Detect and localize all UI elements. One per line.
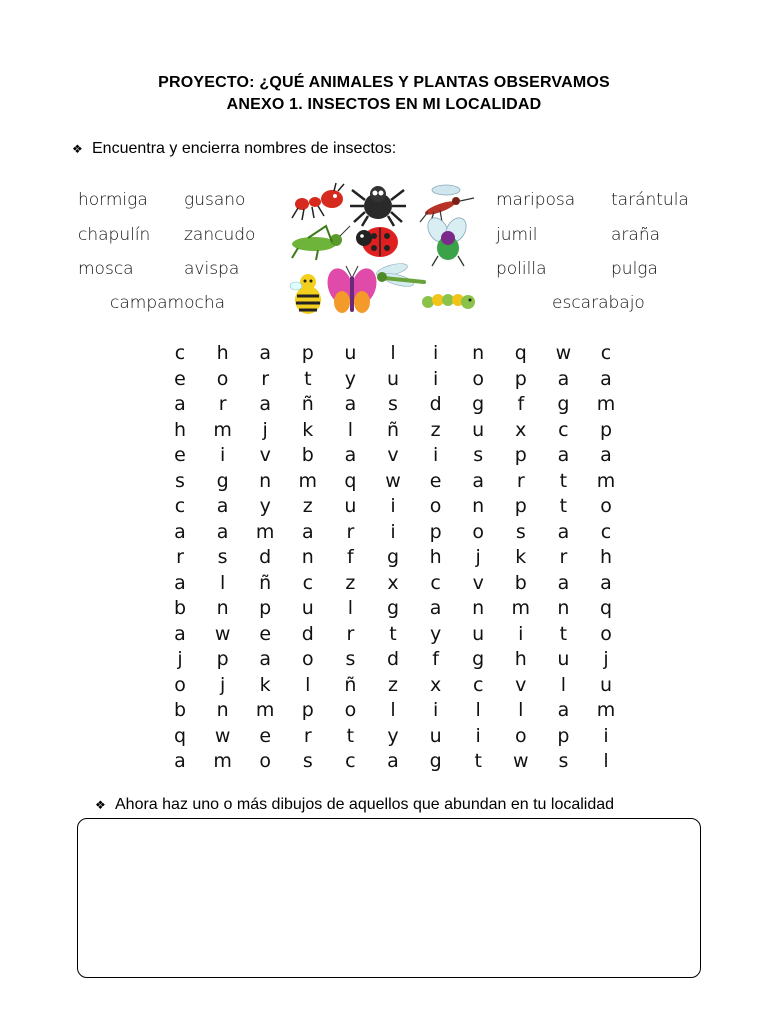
word-bank-item: campamocha (110, 293, 226, 313)
grid-letter[interactable]: c (174, 342, 186, 364)
grid-letter[interactable]: u (429, 724, 442, 747)
grid-letter[interactable]: n (472, 597, 485, 619)
grid-letter[interactable]: w (555, 342, 572, 364)
grid-letter[interactable]: t (559, 469, 568, 492)
grid-letter[interactable]: q (599, 597, 613, 619)
grid-letter[interactable]: k (302, 418, 314, 441)
grid-letter[interactable]: z (302, 495, 313, 517)
grid-letter[interactable]: s (515, 520, 526, 543)
grid-letter[interactable]: e (174, 444, 186, 466)
grid-letter[interactable]: j (262, 418, 268, 441)
grid-letter[interactable]: z (388, 673, 398, 696)
grid-letter[interactable]: r (516, 469, 525, 492)
grid-letter[interactable]: g (429, 750, 442, 772)
grid-letter[interactable]: i (432, 342, 439, 364)
grid-letter[interactable]: y (259, 495, 271, 517)
grid-letter[interactable]: t (389, 622, 397, 645)
grid-letter[interactable]: o (344, 699, 357, 721)
grid-letter[interactable]: l (347, 597, 354, 619)
grid-letter[interactable]: m (511, 597, 531, 619)
grid-letter[interactable]: o (472, 367, 484, 390)
diamond-bullet-icon: ❖ (95, 798, 106, 812)
drawing-area-box[interactable] (77, 818, 701, 978)
grid-letter[interactable]: s (388, 393, 398, 415)
grid-letter[interactable]: g (472, 648, 485, 670)
grid-letter[interactable]: ñ (259, 571, 272, 594)
grid-letter[interactable]: a (600, 367, 612, 390)
grid-letter[interactable]: o (429, 495, 442, 517)
instruction-find-words (72, 140, 396, 158)
grid-letter[interactable]: w (214, 622, 231, 645)
grid-letter[interactable]: o (174, 673, 186, 696)
grid-letter[interactable]: l (603, 750, 609, 772)
grid-letter[interactable]: g (557, 393, 570, 415)
grid-letter[interactable]: s (175, 469, 185, 492)
ant-icon (292, 183, 344, 220)
word-bank-item: hormiga (78, 190, 148, 210)
grid-letter[interactable]: l (219, 571, 226, 594)
dragonfly-icon (375, 261, 424, 289)
grid-letter[interactable]: j (219, 673, 226, 696)
grid-letter[interactable]: d (301, 622, 314, 645)
grid-letter[interactable]: h (216, 342, 229, 364)
word-bank-item: araña (611, 225, 661, 245)
grid-letter[interactable]: p (429, 520, 442, 543)
grid-letter[interactable]: i (518, 622, 524, 645)
word-bank-item: jumil (496, 225, 538, 245)
grid-letter[interactable]: u (301, 597, 314, 619)
grid-letter[interactable]: i (603, 724, 609, 747)
mosquito-icon (420, 185, 474, 224)
grid-letter[interactable]: k (259, 673, 271, 696)
grid-letter[interactable]: w (385, 469, 401, 492)
grid-letter[interactable]: a (429, 597, 442, 619)
grid-letter[interactable]: u (386, 367, 400, 390)
grid-letter[interactable]: u (344, 342, 357, 364)
page-title-line-2: ANEXO 1. INSECTOS EN MI LOCALIDAD (226, 96, 542, 113)
word-bank-item: zancudo (184, 225, 256, 245)
grid-letter[interactable]: l (305, 673, 311, 696)
grid-letter[interactable]: p (514, 444, 527, 466)
grid-letter[interactable]: a (174, 622, 186, 645)
grid-letter[interactable]: m (596, 393, 616, 415)
grid-letter[interactable]: r (559, 546, 568, 568)
grid-letter[interactable]: z (430, 418, 441, 441)
grasshopper-icon (292, 226, 350, 260)
grid-letter[interactable]: l (347, 418, 354, 441)
word-bank-item: pulga (611, 259, 658, 279)
fly-icon (424, 214, 471, 266)
grid-letter[interactable]: n (472, 495, 485, 517)
grid-letter[interactable]: r (176, 546, 184, 568)
grid-letter[interactable]: a (259, 342, 272, 364)
grid-letter[interactable]: u (344, 495, 357, 517)
grid-letter[interactable]: n (472, 342, 485, 364)
grid-letter[interactable]: o (472, 520, 484, 543)
grid-letter[interactable]: n (259, 469, 272, 492)
word-bank-item: gusano (184, 190, 246, 210)
grid-letter[interactable]: a (557, 571, 570, 594)
grid-letter[interactable]: c (302, 571, 314, 594)
grid-letter[interactable]: i (219, 444, 226, 466)
grid-letter[interactable]: a (216, 495, 229, 517)
grid-letter[interactable]: a (472, 469, 485, 492)
grid-letter[interactable]: s (302, 750, 313, 772)
grid-letter[interactable]: q (344, 469, 357, 492)
instruction-text: Ahora haz uno o más dibujos de aquellos que abundan en tu localidad (115, 796, 615, 813)
grid-letter[interactable]: h (173, 418, 187, 441)
grid-letter[interactable]: v (259, 444, 271, 466)
grid-letter[interactable]: s (345, 648, 356, 670)
grid-letter[interactable]: j (603, 648, 609, 670)
grid-letter[interactable]: e (259, 724, 272, 747)
grid-letter[interactable]: v (472, 571, 484, 594)
grid-letter[interactable]: n (557, 597, 570, 619)
grid-letter[interactable]: x (429, 673, 442, 696)
grid-letter[interactable]: a (600, 444, 612, 466)
grid-letter[interactable]: c (174, 495, 186, 517)
grid-letter[interactable]: v (515, 673, 527, 696)
grid-letter[interactable]: t (559, 622, 568, 645)
grid-letter[interactable]: t (559, 495, 568, 517)
grid-letter[interactable]: a (174, 393, 186, 415)
grid-letter[interactable]: t (346, 724, 355, 747)
grid-letter[interactable]: l (390, 342, 396, 364)
grid-letter[interactable]: r (261, 367, 270, 390)
grid-letter[interactable]: n (301, 546, 314, 568)
grid-letter[interactable]: o (259, 750, 271, 772)
grid-letter[interactable]: f (517, 393, 525, 415)
grid-letter[interactable]: v (387, 444, 399, 466)
grid-letter[interactable]: l (560, 673, 567, 696)
grid-letter[interactable]: q (514, 342, 527, 364)
grid-letter[interactable]: y (387, 724, 399, 747)
butterfly-icon (324, 266, 380, 313)
grid-letter[interactable]: m (255, 520, 275, 543)
grid-letter[interactable]: a (557, 367, 570, 390)
grid-letter[interactable]: l (390, 699, 396, 721)
grid-letter[interactable]: a (600, 571, 612, 594)
grid-letter[interactable]: r (346, 520, 355, 543)
grid-letter[interactable]: d (429, 393, 442, 415)
grid-letter[interactable]: j (475, 546, 481, 568)
grid-letter[interactable]: ñ (386, 418, 400, 441)
grid-letter[interactable]: u (472, 418, 485, 441)
grid-letter[interactable]: g (386, 597, 400, 619)
grid-letter[interactable]: m (255, 699, 275, 721)
grid-letter[interactable]: o (514, 724, 527, 747)
grid-letter[interactable]: c (345, 750, 356, 772)
grid-letter[interactable]: k (515, 546, 527, 568)
grid-letter[interactable]: a (557, 444, 570, 466)
word-bank-item: mosca (78, 259, 134, 279)
grid-letter[interactable]: i (475, 724, 481, 747)
grid-letter[interactable]: a (344, 444, 357, 466)
grid-letter[interactable]: s (558, 750, 569, 772)
grid-letter[interactable]: b (514, 571, 527, 594)
grid-letter[interactable]: u (557, 648, 570, 670)
grid-letter[interactable]: a (557, 520, 570, 543)
grid-letter[interactable]: e (174, 367, 186, 390)
grid-letter[interactable]: c (600, 342, 612, 364)
grid-letter[interactable]: p (301, 342, 314, 364)
grid-letter[interactable]: x (515, 418, 527, 441)
grid-letter[interactable]: i (432, 444, 439, 466)
grid-letter[interactable]: ñ (301, 393, 314, 415)
grid-letter[interactable]: i (390, 520, 396, 543)
grid-letter[interactable]: o (600, 622, 612, 645)
grid-letter[interactable]: f (432, 648, 439, 670)
grid-letter[interactable]: w (513, 750, 529, 772)
grid-letter[interactable]: d (259, 546, 272, 568)
grid-letter[interactable]: s (473, 444, 484, 466)
grid-letter[interactable]: p (301, 699, 314, 721)
grid-letter[interactable]: p (514, 367, 527, 390)
grid-letter[interactable]: a (301, 520, 314, 543)
grid-letter[interactable]: i (432, 367, 439, 390)
grid-letter[interactable]: l (475, 699, 481, 721)
grid-letter[interactable]: o (301, 648, 314, 670)
word-bank-item: escarabajo (552, 293, 645, 313)
grid-letter[interactable]: o (216, 367, 229, 390)
grid-letter[interactable]: i (390, 495, 396, 517)
word-bank-item: polilla (496, 259, 547, 279)
grid-letter[interactable]: c (558, 418, 569, 441)
grid-letter[interactable]: ñ (344, 673, 357, 696)
grid-letter[interactable]: y (344, 367, 357, 390)
grid-letter[interactable]: s (217, 546, 228, 568)
grid-letter[interactable]: w (214, 724, 231, 747)
grid-letter[interactable]: j (177, 648, 183, 670)
grid-letter[interactable]: g (216, 469, 229, 492)
insects-clipart-image (288, 182, 480, 320)
grid-letter[interactable]: p (259, 597, 272, 619)
grid-letter[interactable]: a (174, 520, 186, 543)
word-bank-item: chapulín (78, 225, 151, 245)
grid-letter[interactable]: t (304, 367, 312, 390)
grid-letter[interactable]: a (344, 393, 357, 415)
instruction-text: Encuentra y encierra nombres de insectos: (92, 140, 397, 157)
grid-letter[interactable]: u (472, 622, 485, 645)
grid-letter[interactable]: c (430, 571, 441, 594)
grid-letter[interactable]: r (303, 724, 312, 747)
grid-letter[interactable]: p (514, 495, 527, 517)
grid-letter[interactable]: b (301, 444, 314, 466)
grid-letter[interactable]: r (346, 622, 355, 645)
word-bank-item: avispa (184, 259, 240, 279)
instruction-draw (95, 796, 614, 814)
grid-letter[interactable]: c (472, 673, 484, 696)
page-title-line-1: PROYECTO: ¿QUÉ ANIMALES Y PLANTAS OBSERVAMOS (158, 74, 610, 91)
grid-letter[interactable]: i (432, 699, 439, 721)
grid-letter[interactable]: t (474, 750, 482, 772)
grid-letter[interactable]: m (298, 469, 318, 492)
grid-letter[interactable]: f (347, 546, 354, 568)
grid-letter[interactable]: z (345, 571, 356, 594)
grid-letter[interactable]: m (596, 469, 616, 492)
word-bank-item: mariposa (496, 190, 576, 210)
grid-letter[interactable]: n (216, 597, 229, 619)
grid-letter[interactable]: a (387, 750, 399, 772)
ladybug-icon (356, 227, 398, 257)
grid-letter[interactable]: a (174, 571, 186, 594)
grid-letter[interactable]: o (600, 495, 612, 517)
grid-letter[interactable]: a (259, 393, 272, 415)
grid-letter[interactable]: e (429, 469, 442, 492)
grid-letter[interactable]: r (218, 393, 227, 415)
grid-letter[interactable]: m (213, 750, 232, 772)
grid-letter[interactable]: l (518, 699, 524, 721)
grid-letter[interactable]: p (557, 724, 570, 747)
grid-letter[interactable]: a (174, 750, 186, 772)
bee-icon (290, 274, 321, 314)
grid-letter[interactable]: p (599, 418, 613, 441)
grid-letter[interactable]: p (216, 648, 229, 670)
grid-letter[interactable]: e (259, 622, 272, 645)
grid-letter[interactable]: h (429, 546, 442, 568)
grid-letter[interactable]: a (557, 699, 570, 721)
grid-letter[interactable]: a (216, 520, 229, 543)
grid-letter[interactable]: d (386, 648, 400, 670)
grid-letter[interactable]: h (599, 546, 613, 568)
grid-letter[interactable]: c (600, 520, 612, 543)
grid-letter[interactable]: u (599, 673, 613, 696)
grid-letter[interactable]: y (429, 622, 442, 645)
word-bank-item: tarántula (611, 190, 689, 210)
diamond-bullet-icon: ❖ (72, 142, 83, 156)
grid-letter[interactable]: q (173, 724, 187, 747)
grid-letter[interactable]: n (216, 699, 229, 721)
grid-letter[interactable]: x (387, 571, 399, 594)
grid-letter[interactable]: b (173, 597, 187, 619)
grid-letter[interactable]: b (173, 699, 187, 721)
grid-letter[interactable]: g (472, 393, 485, 415)
caterpillar-icon (422, 294, 475, 309)
grid-letter[interactable]: m (213, 418, 232, 441)
spider-icon (350, 186, 406, 226)
grid-letter[interactable]: h (514, 648, 527, 670)
grid-letter[interactable]: m (596, 699, 616, 721)
grid-letter[interactable]: a (259, 648, 272, 670)
grid-letter[interactable]: g (386, 546, 400, 568)
